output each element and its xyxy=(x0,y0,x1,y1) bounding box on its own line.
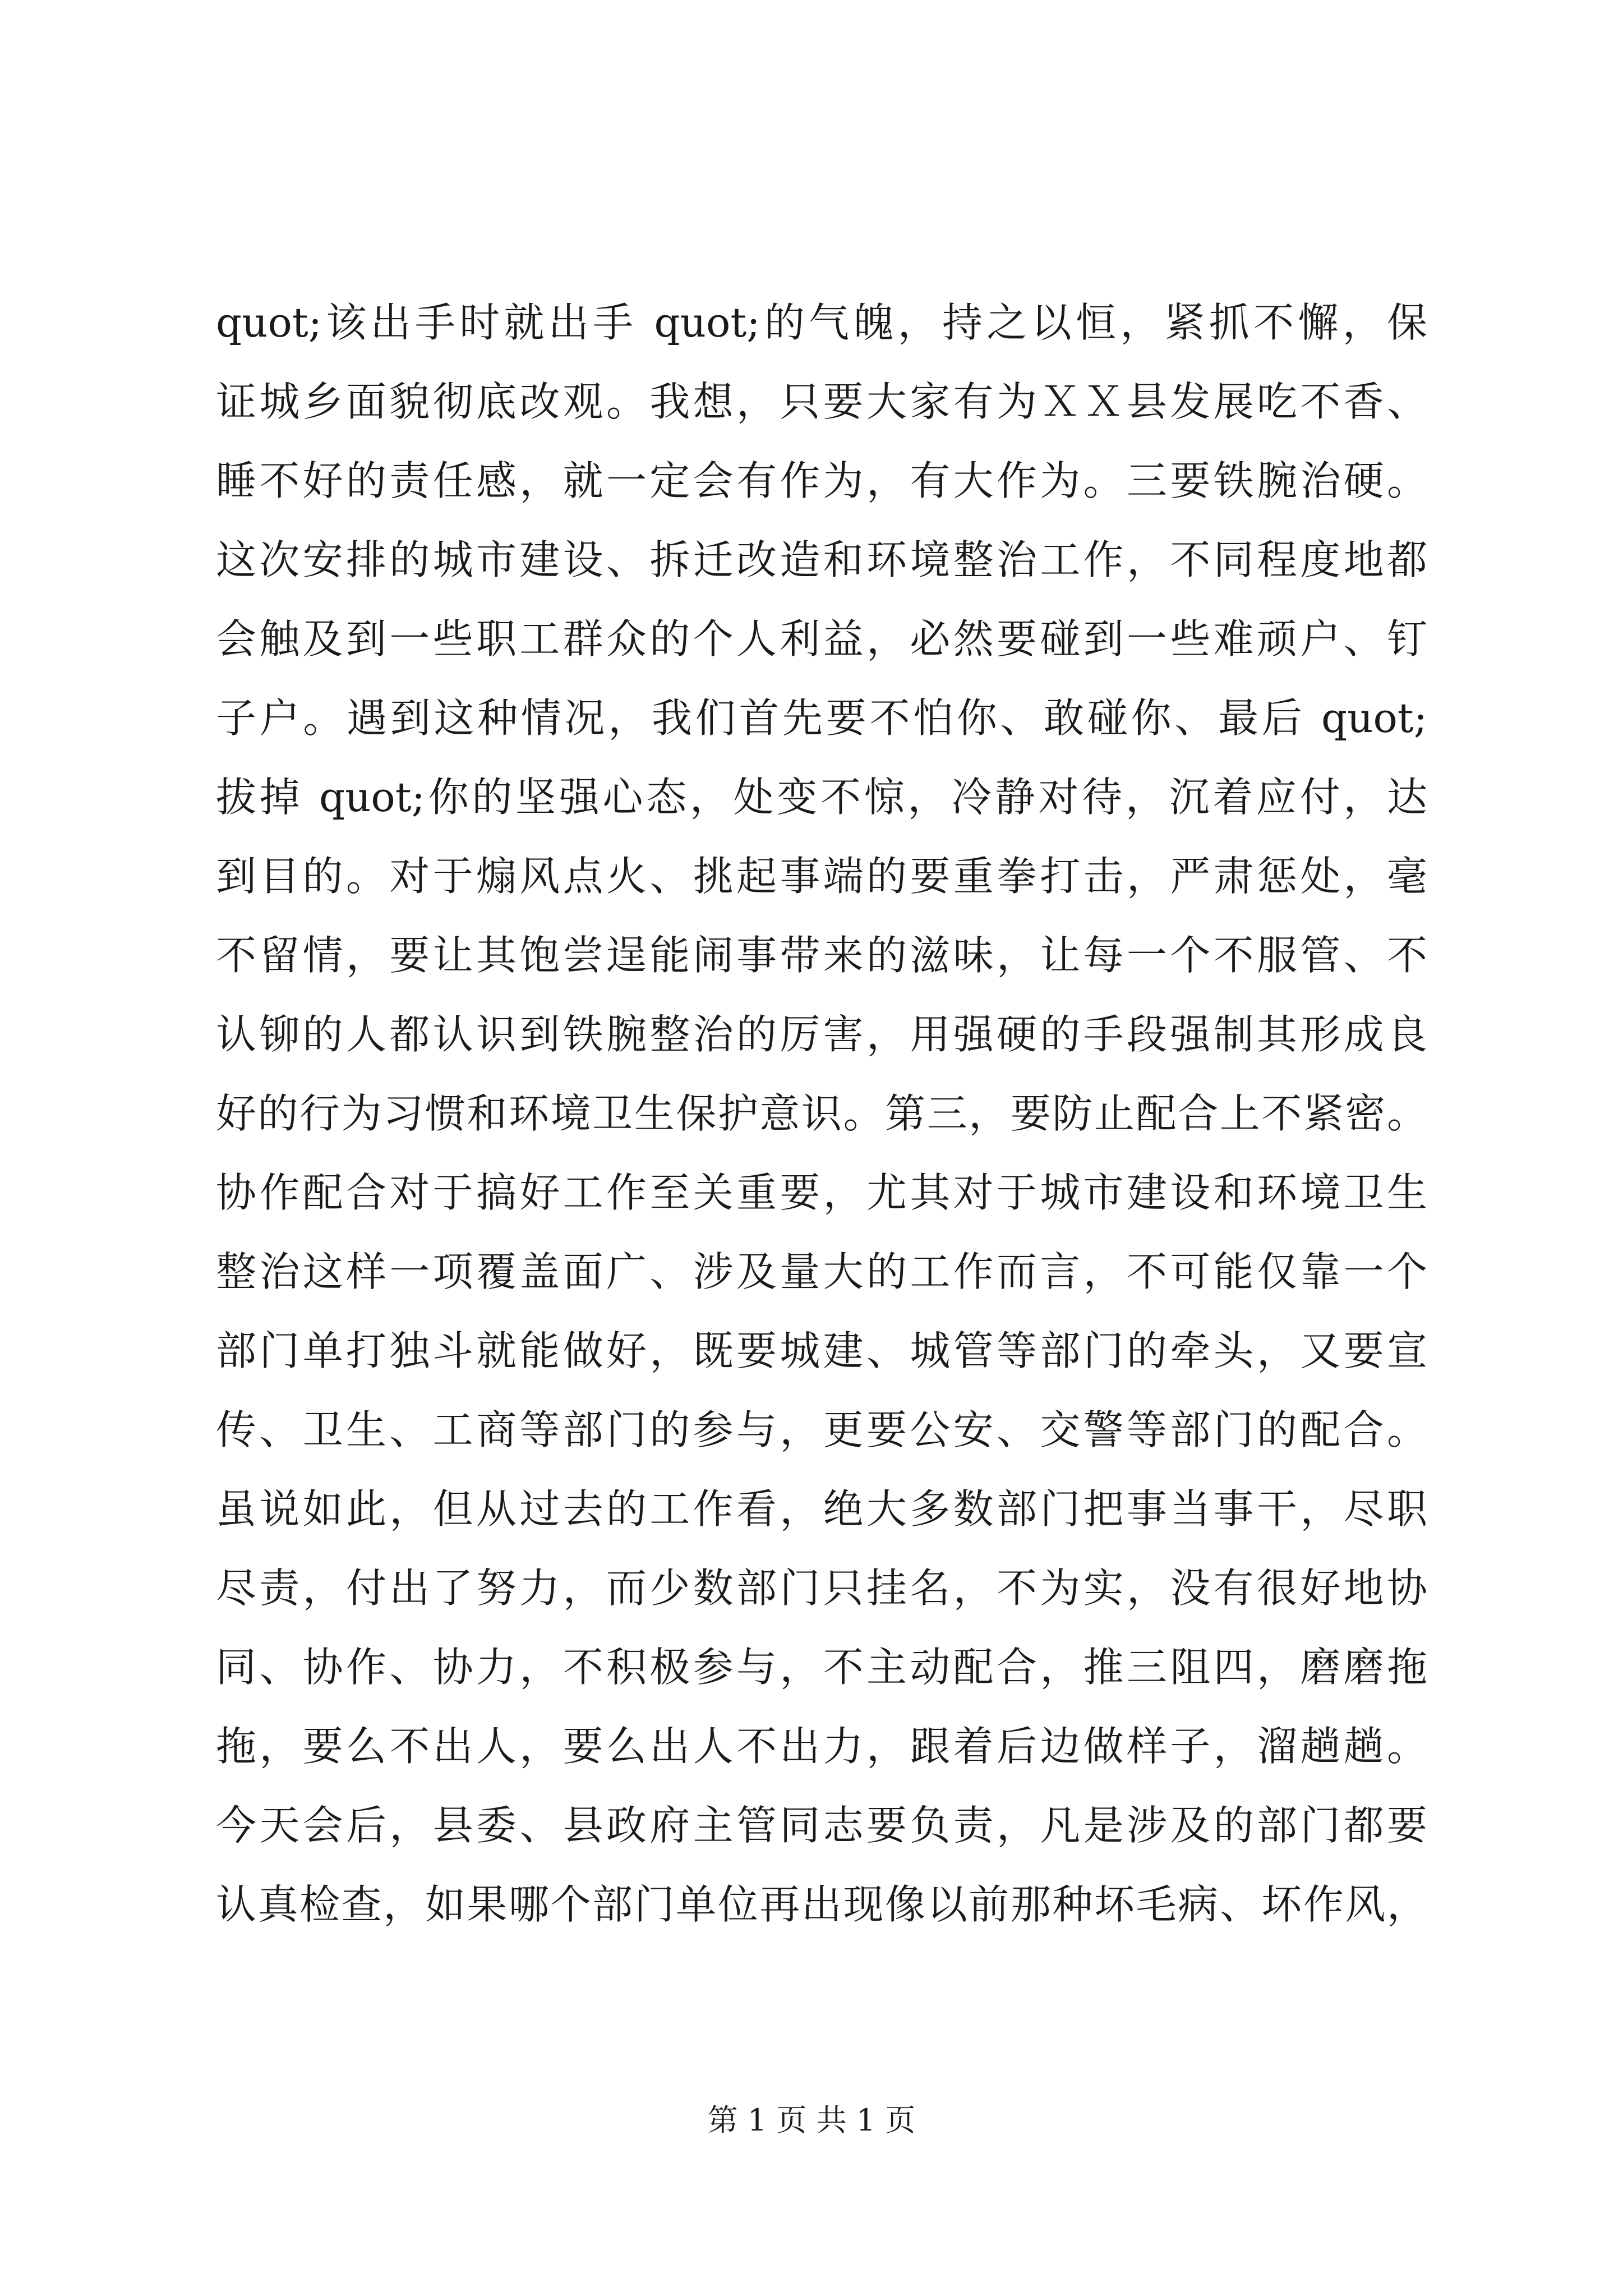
text-line: 拔掉 quot;你的坚强心态，处变不惊，冷静对待，沉着应付，达 xyxy=(216,774,1427,821)
text-line: 这次安排的城市建设、拆迁改造和环境整治工作，不同程度地都 xyxy=(216,536,1427,583)
text-line: 虽说如此，但从过去的工作看，绝大多数部门把事当事干，尽职 xyxy=(216,1485,1427,1533)
text-line: 传、卫生、工商等部门的参与，更要公安、交警等部门的配合。 xyxy=(216,1406,1427,1453)
text-line: 尽责，付出了努力，而少数部门只挂名，不为实，没有很好地协 xyxy=(216,1565,1427,1612)
page-number: 第 1 页 共 1 页 xyxy=(707,2102,916,2138)
body-text xyxy=(216,283,1427,1944)
text-line: 认真检查，如果哪个部门单位再出现像以前那种坏毛病、坏作风， xyxy=(216,1881,1427,1928)
text-line: 会触及到一些职工群众的个人利益，必然要碰到一些难顽户、钉 xyxy=(216,615,1427,662)
text-line: 整治这样一项覆盖面广、涉及量大的工作而言，不可能仅靠一个 xyxy=(216,1248,1427,1295)
text-line: 证城乡面貌彻底改观。我想，只要大家有为ＸＸ县发展吃不香、 xyxy=(216,378,1427,425)
text-line: 同、协作、协力，不积极参与，不主动配合，推三阻四，磨磨拖 xyxy=(216,1644,1427,1691)
page-footer xyxy=(0,2101,1623,2140)
text-line: 协作配合对于搞好工作至关重要，尤其对于城市建设和环境卫生 xyxy=(216,1169,1427,1216)
text-line: 认铆的人都认识到铁腕整治的厉害，用强硬的手段强制其形成良 xyxy=(216,1011,1427,1058)
text-line: 好的行为习惯和环境卫生保护意识。第三，要防止配合上不紧密。 xyxy=(216,1090,1427,1137)
text-line: 到目的。对于煽风点火、挑起事端的要重拳打击，严肃惩处，毫 xyxy=(216,853,1427,900)
text-line: quot;该出手时就出手 quot;的气魄，持之以恒，紧抓不懈，保 xyxy=(216,299,1427,346)
text-line: 拖，要么不出人，要么出人不出力，跟着后边做样子，溜趟趟。 xyxy=(216,1723,1427,1770)
text-line: 子户。遇到这种情况，我们首先要不怕你、敢碰你、最后 quot; xyxy=(216,694,1427,742)
text-line: 不留情，要让其饱尝逞能闹事带来的滋味，让每一个不服管、不 xyxy=(216,932,1427,979)
text-line: 今天会后，县委、县政府主管同志要负责，凡是涉及的部门都要 xyxy=(216,1802,1427,1849)
text-line: 睡不好的责任感，就一定会有作为，有大作为。三要铁腕治硬。 xyxy=(216,457,1427,504)
text-line: 部门单打独斗就能做好，既要城建、城管等部门的牵头，又要宣 xyxy=(216,1327,1427,1374)
